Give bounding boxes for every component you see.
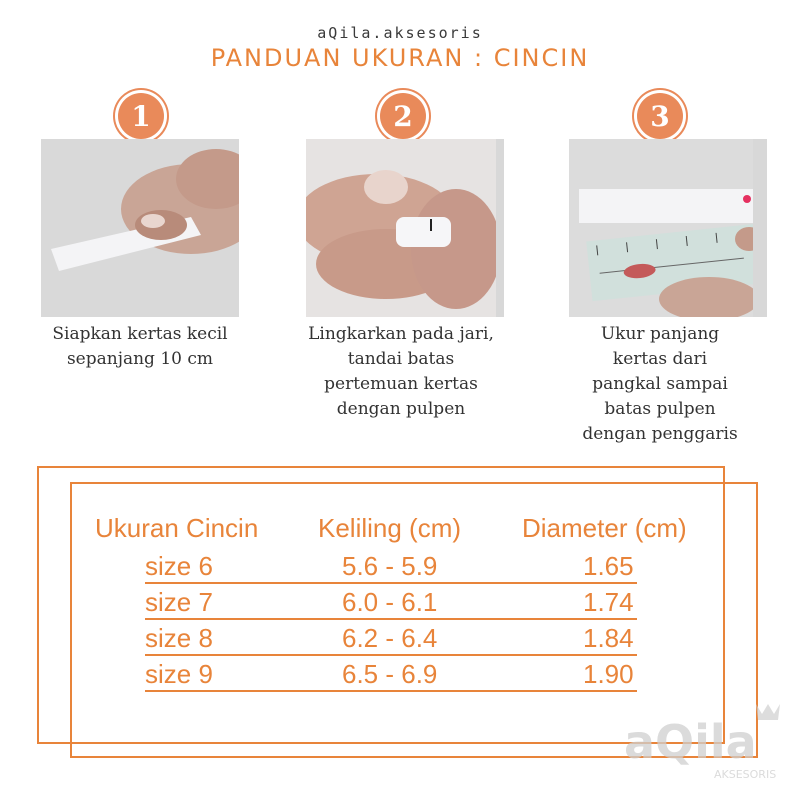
diameter-cell: 1.74 <box>583 587 634 617</box>
diameter-cell: 1.90 <box>583 659 634 689</box>
row-underline <box>145 690 637 692</box>
step-3-photo <box>569 139 767 317</box>
step-2-line-1: Lingkarkan pada jari, <box>308 324 494 344</box>
step-2-caption <box>275 322 527 422</box>
diameter-cell: 1.65 <box>583 551 634 581</box>
keliling-cell: 6.5 - 6.9 <box>342 659 438 689</box>
header-diameter: Diameter (cm) <box>522 513 687 543</box>
svg-text:aQila: aQila <box>624 715 757 769</box>
row-underline <box>145 582 637 584</box>
watermark-logo <box>618 690 800 800</box>
brand-name: aQila.aksesoris <box>317 24 483 42</box>
step-3-line-3: pangkal sampai <box>592 374 728 394</box>
step-2-line-3: pertemuan kertas <box>324 374 478 394</box>
size-cell: size 9 <box>145 659 213 689</box>
step-3-badge: 3 <box>637 93 683 139</box>
size-cell: size 7 <box>145 587 213 617</box>
header-ukuran-cincin: Ukuran Cincin <box>95 513 259 543</box>
svg-text:AKSESORIS: AKSESORIS <box>714 768 777 781</box>
step-1-line-1: Siapkan kertas kecil <box>52 324 228 344</box>
diameter-cell: 1.84 <box>583 623 634 653</box>
keliling-cell: 5.6 - 5.9 <box>342 551 438 581</box>
row-underline <box>145 618 637 620</box>
step-2-line-2: tandai batas <box>347 349 455 369</box>
row-underline <box>145 654 637 656</box>
step-1-caption <box>16 322 264 372</box>
step-1-badge: 1 <box>118 93 164 139</box>
keliling-cell: 6.2 - 6.4 <box>342 623 438 653</box>
keliling-cell: 6.0 - 6.1 <box>342 587 438 617</box>
page-title: PANDUAN UKURAN : CINCIN <box>210 44 590 72</box>
step-2-badge: 2 <box>380 93 426 139</box>
step-3-line-2: kertas dari <box>612 349 708 369</box>
size-cell: size 6 <box>145 551 213 581</box>
step-3-line-5: dengan penggaris <box>582 424 738 444</box>
header-keliling: Keliling (cm) <box>318 513 462 543</box>
step-3-caption <box>545 322 775 447</box>
step-3-line-1: Ukur panjang <box>600 324 720 344</box>
step-3-line-4: batas pulpen <box>604 399 716 419</box>
size-cell: size 8 <box>145 623 213 653</box>
step-1-photo <box>41 139 239 317</box>
step-2-photo <box>306 139 504 317</box>
step-1-line-2: sepanjang 10 cm <box>66 349 214 369</box>
step-2-line-4: dengan pulpen <box>336 399 466 419</box>
